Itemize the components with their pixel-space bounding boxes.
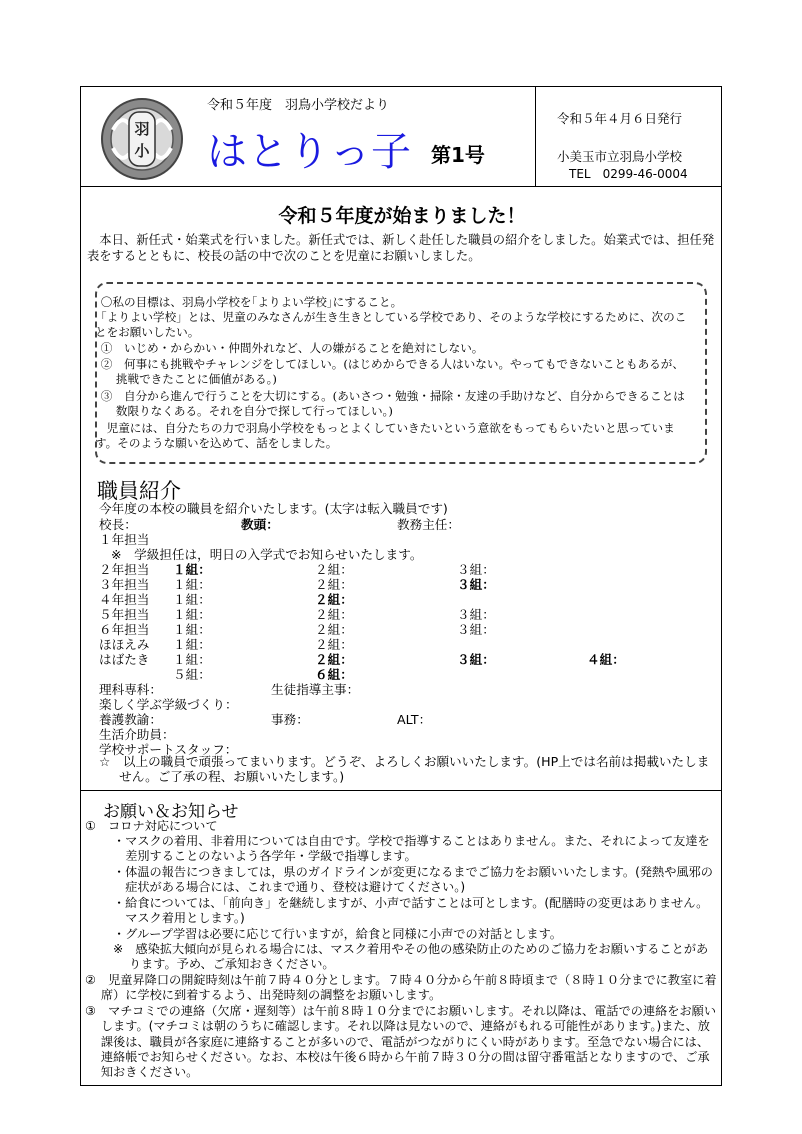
publish-date: 令和５年４月６日発行 [557,111,683,126]
grade-label: ６年担当 [99,622,150,637]
goal-line: ① いじめ・からかい・仲間外れなど、人の嫌がることを絶対にしない。 [100,341,484,355]
grade-label: ２年担当 [99,562,150,577]
notice-1-item: ・グループ学習は必要に応じて行いますが，給食と同様に小声での対話とします。 [113,927,562,941]
class-slot: ２組： [315,562,353,577]
class-slot: １組： [173,592,211,607]
class-slot: １組： [173,562,211,577]
class-slot: ４組： [587,652,625,667]
grade1-note: ※ 学級担任は，明日の入学式でお知らせいたします。 [111,547,423,562]
class-slot: ２組： [315,607,353,622]
grade1-label: １年担当 [99,532,150,547]
grade-label: ほほえみ [99,637,150,652]
svg-text:羽: 羽 [134,120,150,138]
grade-label: ３年担当 [99,577,150,592]
goal-line: 「よりよい学校」とは、児童のみなさんが生き生きとしている学校であり、そのような学校にするために、次のことをお願いしたい。 [95,310,687,339]
issue-number: 第1号 [431,143,485,167]
notice-2: ② 児童昇降口の開錠時刻は午前７時４０分とします。７時４０分から午前８時頃まで（８時１０分までに教室に着席）に学校に到着するよう、出発時刻の調整をお願いします。 [85,973,717,1003]
newsletter-page [80,86,722,1086]
class-slot: ３組： [457,577,495,592]
notice-1-item: ・マスクの着用、非着用については自由です。学校で指導することはありません。また、それによって友達を差別することのないよう各学年・学級で指導します。 [113,834,710,864]
class-slot: ３組： [457,607,495,622]
section-title-staff: 職員紹介 [97,479,181,503]
class-support-label: 楽しく学ぶ学級づくり： [99,697,238,712]
grade-label: ４年担当 [99,592,150,607]
science-label: 理科専科： [99,682,162,697]
nurse-label: 養護教諭： [99,712,162,727]
class-slot: ３組： [457,622,495,637]
class-slot: ２組： [315,577,353,592]
section-title-opening: 令和５年度が始まりました！ [278,205,526,227]
class-slot: ３組： [457,562,495,577]
school-logo-icon [99,96,185,182]
guidance-label: 生徒指導主事： [271,682,360,697]
head-teacher-label: 教務主任： [397,517,460,532]
vice-principal-label: 教頭： [241,517,279,532]
opening-intro: 本日、新任式・始業式を行いました。新任式では、新しく赴任した職員の紹介をしました。始業式では、担任発表をするとともに、校長の話の中で次のことを児童にお願いしました。 [87,233,715,263]
class-slot: １組： [173,577,211,592]
notice-1-title: ① コロナ対応について [85,819,218,833]
section-divider [81,790,721,791]
class-slot: １組： [173,637,211,652]
class-slot: ５組： [173,667,211,682]
goal-line: ③ 自分から進んで行うことを大切にする。(あいさつ・勉強・掃除・友達の手助けなど、自分からできることは数限りなくある。それを自分で探して行ってほしい。) [100,389,685,418]
class-slot: ２組： [315,622,353,637]
notice-1-item: ・体温の報告につきましては，県のガイドラインが変更になるまでご協力をお願いいたします。(発熱や風邪の症状がある場合には、これまで通り、登校は避けてください。) [113,865,713,895]
grade-label: はばたき [99,652,150,667]
class-slot: ６組： [315,667,353,682]
header-bottom-rule [81,186,721,187]
svg-text:小: 小 [134,142,150,160]
header-divider [535,87,536,186]
class-slot: １組： [173,607,211,622]
goal-line: 〇私の目標は、羽鳥小学校を｢よりよい学校｣にすること。 [100,295,403,309]
office-label: 事務： [271,712,309,727]
goal-line: ② 何事にも挑戦やチャレンジをしてほしい。(はじめからできる人はいない。やってもできないこともあるが、挑戦できたことに価値がある。) [100,357,684,386]
newsletter-subtitle: 令和５年度 羽鳥小学校だより [207,98,390,113]
grade-label: ５年担当 [99,607,150,622]
notice-1-note: ※ 感染拡大傾向が見られる場合には、マスク着用やその他の感染防止のためのご協力をお願いすることがあります。予め、ご承知おきください。 [113,942,709,972]
staff-intro: 今年度の本校の職員を紹介いたします。(太字は転入職員です) [99,501,448,516]
notice-1-item: ・給食については、「前向き」を継続しますが、小声で話すことは可とします。(配膳時の変更はありません。マスク着用とします。) [113,896,709,926]
notice-3: ③ マチコミでの連絡（欠席・遅刻等）は午前８時１０分までにお願いします。それ以降は、電話での連絡をお願いします。(マチコミは朝のうちに確認します。それ以降は見ないので、連絡がもれる可能性があります。)また、放課後は、職員が各家庭に連絡することが多いので、電話がつながりにくい時があります。至急でない場合には、連絡帳でお知らせください。なお、本校は午後６時から午前７時３０分の間は留守番電話となりますので、ご承知おきください。 [85,1004,717,1080]
school-phone: TEL 0299-46-0004 [569,167,688,181]
class-slot: １組： [173,652,211,667]
principal-label: 校長： [99,517,137,532]
helper-label: 生活介助員： [99,727,175,742]
newsletter-title: はとりっ子 [207,129,412,175]
staff-closing: ☆ 以上の職員で頑張ってまいります。どうぞ、よろしくお願いいたします。(HP上では名前は掲載いたしません。ご了承の程、お願いいたします。) [99,754,710,785]
class-slot: １組： [173,622,211,637]
alt-label: ALT： [397,712,432,727]
class-slot: ２組： [315,592,353,607]
class-slot: ２組： [315,652,353,667]
section-title-notices: お願い＆お知らせ [103,802,239,822]
class-slot: ２組： [315,637,353,652]
school-name: 小美玉市立羽鳥小学校 [557,149,683,164]
support-staff-label: 学校サポートスタッフ： [99,742,238,757]
class-slot: ３組： [457,652,495,667]
goal-line: 児童には、自分たちの力で羽鳥小学校をもっとよくしていきたいという意欲をもってもらいたいと思っています。そのような願いを込めて、話をしました。 [95,421,675,450]
